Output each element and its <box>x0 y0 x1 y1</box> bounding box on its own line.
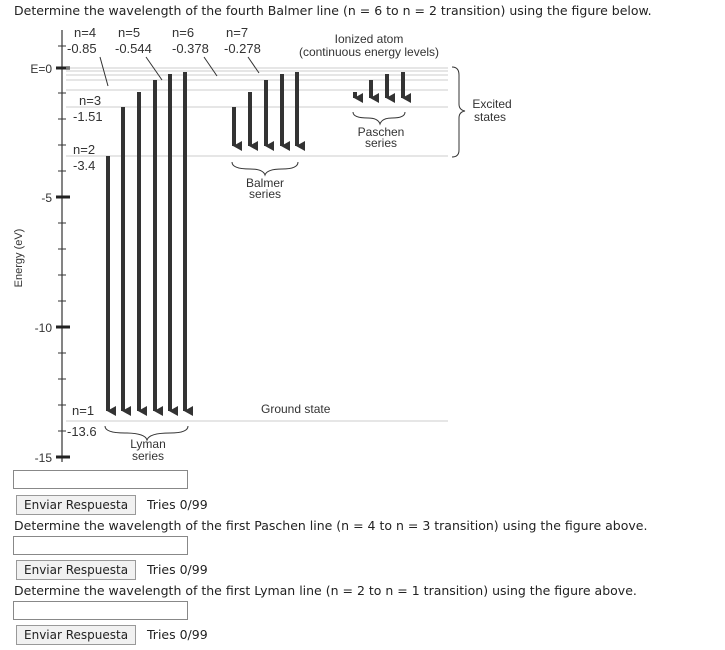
answer-input-3[interactable] <box>13 601 188 620</box>
question-1-text: Determine the wavelength of the fourth Balmer line (n = 6 to n = 2 transition) using the figure below. <box>14 3 652 18</box>
answer-input-1[interactable] <box>13 470 188 489</box>
energy-label-n5: -0.544 <box>115 41 152 56</box>
excited-brace <box>452 67 465 157</box>
lyman-label-2: series <box>131 449 165 463</box>
ionized-label-1: Ionized atom <box>334 32 404 46</box>
tick-label-5: -5 <box>41 191 52 205</box>
question-3-text: Determine the wavelength of the first Lyman line (n = 2 to n = 1 transition) using the figure above. <box>14 583 637 598</box>
level-label-n5: n=5 <box>118 25 141 40</box>
answer-input-2[interactable] <box>13 536 188 555</box>
tick-label-15: -15 <box>34 451 52 465</box>
tries-counter-3: Tries 0/99 <box>147 627 208 642</box>
level-label-n6: n=6 <box>172 25 195 40</box>
energy-label-n1: -13.6 <box>67 424 97 439</box>
energy-label-n4: -0.85 <box>67 41 97 56</box>
excited-label-1: Excited <box>472 97 512 111</box>
energy-label-n3: -1.51 <box>73 109 103 124</box>
ground-state-label: Ground state <box>261 402 331 416</box>
tick-label-10: -10 <box>34 321 52 335</box>
level-label-n4: n=4 <box>74 25 97 40</box>
balmer-label-1: Balmer <box>245 176 285 190</box>
level-label-n1: n=1 <box>72 403 95 418</box>
level-label-n3: n=3 <box>79 93 102 108</box>
paschen-label-2: series <box>364 136 398 150</box>
balmer-arrows <box>234 72 297 146</box>
energy-label-n2: -3.4 <box>73 158 96 173</box>
paschen-arrows <box>355 72 403 98</box>
energy-label-n6: -0.378 <box>172 41 209 56</box>
major-ticks <box>56 68 70 457</box>
excited-label-2: states <box>473 110 507 124</box>
submit-button-2[interactable]: Enviar Respuesta <box>16 560 136 580</box>
paschen-brace <box>353 112 405 124</box>
question-2-text: Determine the wavelength of the first Paschen line (n = 4 to n = 3 transition) using the figure above. <box>14 518 648 533</box>
axis-label: Energy (eV) <box>13 228 25 288</box>
submit-button-1[interactable]: Enviar Respuesta <box>16 495 136 515</box>
tries-counter-2: Tries 0/99 <box>147 562 208 577</box>
submit-button-3[interactable]: Enviar Respuesta <box>16 625 136 645</box>
balmer-brace <box>232 162 298 175</box>
lyman-arrows <box>108 72 185 411</box>
ionized-label-2: (continuous energy levels) <box>298 45 440 59</box>
paschen-label-1: Paschen <box>357 125 405 139</box>
balmer-label-2: series <box>248 187 282 201</box>
continuum-lines <box>66 68 448 90</box>
tries-counter-1: Tries 0/99 <box>147 497 208 512</box>
level-label-n2: n=2 <box>73 142 96 157</box>
lyman-label-1: Lyman <box>130 437 166 451</box>
energy-label-n7: -0.278 <box>224 41 261 56</box>
level-label-n7: n=7 <box>226 25 249 40</box>
tick-label-0: E=0 <box>30 62 52 76</box>
